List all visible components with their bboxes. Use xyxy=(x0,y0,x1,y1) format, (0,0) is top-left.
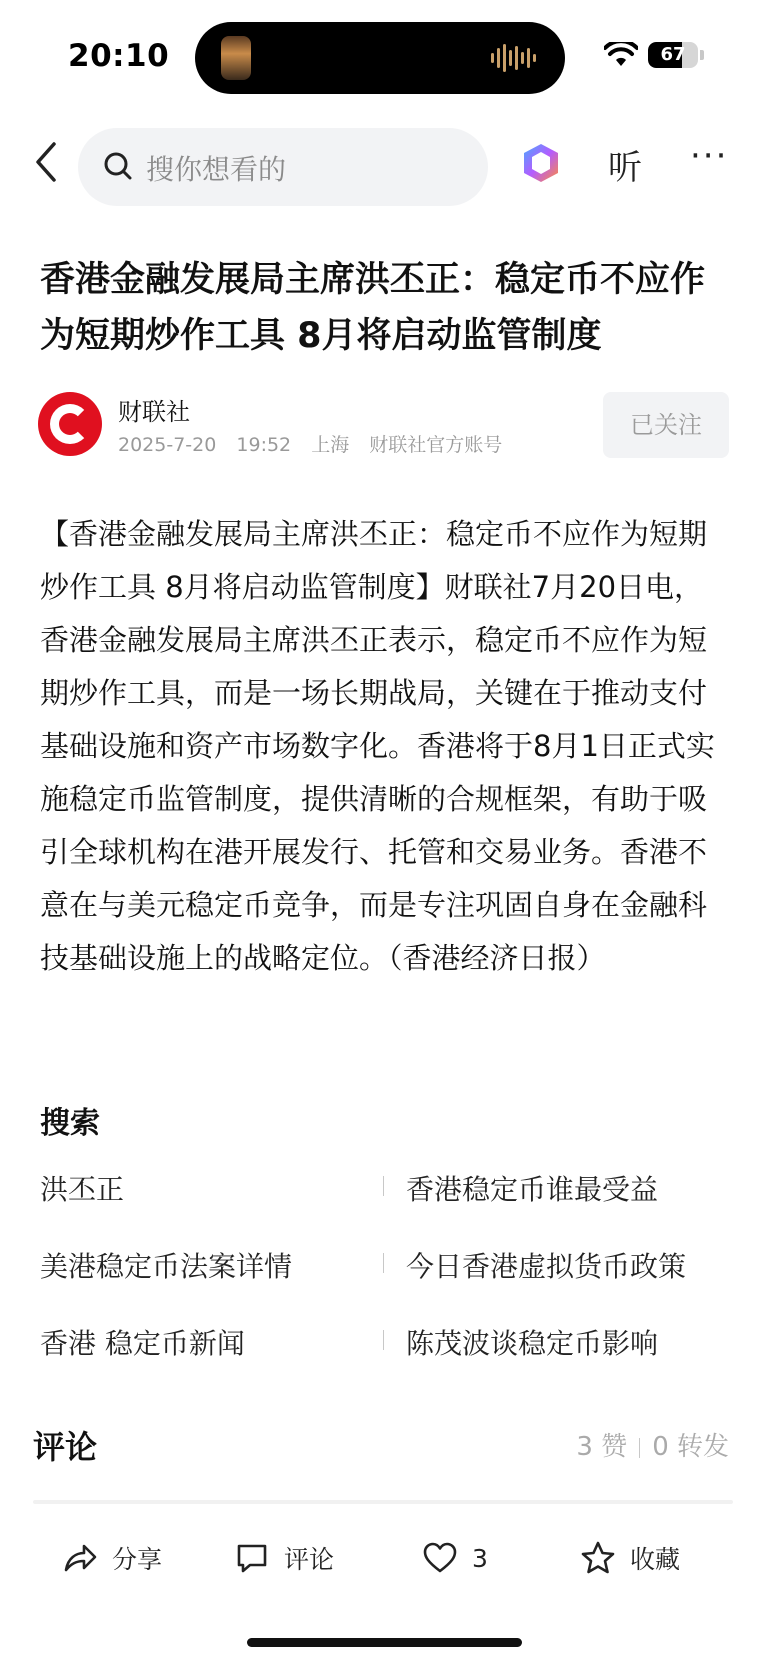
status-bar xyxy=(0,0,769,110)
heart-icon xyxy=(422,1540,458,1576)
ai-assistant-icon[interactable] xyxy=(520,142,562,184)
search-suggestion[interactable]: 今日香港虚拟货币政策 xyxy=(406,1250,687,1283)
dynamic-island[interactable] xyxy=(195,22,565,94)
comment-label: 评论 xyxy=(284,1545,335,1574)
comment-button[interactable] xyxy=(234,1536,334,1580)
author-row xyxy=(38,392,730,462)
star-icon xyxy=(580,1540,616,1576)
likes-count: 3 赞 xyxy=(576,1432,628,1462)
search-row xyxy=(40,1322,732,1399)
home-indicator[interactable] xyxy=(247,1638,522,1647)
search-suggestion[interactable]: 香港 稳定币新闻 xyxy=(40,1327,245,1360)
wifi-icon xyxy=(604,42,638,68)
more-options-button[interactable]: ··· xyxy=(690,136,729,176)
battery-tip xyxy=(700,50,704,60)
comment-icon xyxy=(234,1540,270,1576)
search-icon xyxy=(102,150,134,182)
like-button[interactable] xyxy=(422,1536,488,1580)
comments-stats xyxy=(576,1426,729,1463)
divider xyxy=(383,1253,384,1273)
now-playing-artwork xyxy=(221,36,251,80)
divider xyxy=(639,1438,640,1458)
search-suggestion[interactable]: 美港稳定币法案详情 xyxy=(40,1250,293,1283)
author-name[interactable]: 财联社 xyxy=(118,398,190,426)
favorite-button[interactable] xyxy=(580,1536,680,1580)
audio-waveform-icon xyxy=(491,42,537,74)
comments-divider xyxy=(33,1500,733,1504)
search-input[interactable] xyxy=(78,128,488,206)
status-time: 20:10 xyxy=(68,38,170,74)
author-meta xyxy=(118,430,516,457)
like-count: 3 xyxy=(472,1543,488,1573)
battery-icon xyxy=(648,42,698,68)
search-suggestion[interactable]: 陈茂波谈稳定币影响 xyxy=(406,1327,659,1360)
divider xyxy=(383,1176,384,1196)
author-avatar[interactable] xyxy=(38,392,102,456)
search-suggestions xyxy=(40,1168,732,1399)
publish-time: 19:52 xyxy=(236,434,292,456)
article-body: 【香港金融发展局主席洪丕正：稳定币不应作为短期炒作工具 8月将启动监管制度】财联社7月20日电，香港金融发展局主席洪丕正表示，稳定币不应作为短期炒作工具，而是一场长期战局，关键在于推动支付基础设施和资产市场数字化。香港将于8月1日正式实施稳定币监管制度，提供清晰的合规框架，有助于吸引全球机构在港开展发行、托管和交易业务。香港不意在与美元稳定币竞争，而是专注巩固自身在金融科技基础设施上的战略定位。（香港经济日报） xyxy=(40,517,715,975)
battery-percentage: 67 xyxy=(660,44,686,65)
share-label: 分享 xyxy=(112,1545,163,1574)
search-row xyxy=(40,1245,732,1322)
account-type: 财联社官方账号 xyxy=(369,434,503,456)
share-button[interactable] xyxy=(62,1536,162,1580)
divider xyxy=(383,1330,384,1350)
share-icon xyxy=(62,1540,98,1576)
top-nav xyxy=(0,122,769,204)
bottom-action-bar xyxy=(0,1518,769,1598)
search-section-title: 搜索 xyxy=(40,1106,100,1141)
article-title: 香港金融发展局主席洪丕正：稳定币不应作为短期炒作工具 8月将启动监管制度 xyxy=(40,260,706,356)
favorite-label: 收藏 xyxy=(630,1545,681,1574)
cls-logo-icon xyxy=(50,404,90,444)
search-suggestion[interactable]: 洪丕正 xyxy=(40,1173,125,1206)
back-button[interactable] xyxy=(30,140,64,184)
shares-count: 0 转发 xyxy=(652,1432,729,1462)
search-placeholder: 搜你想看的 xyxy=(146,153,287,186)
listen-button[interactable]: 听 xyxy=(608,148,642,188)
follow-button[interactable]: 已关注 xyxy=(603,392,729,458)
search-suggestion[interactable]: 香港稳定币谁最受益 xyxy=(406,1173,659,1206)
publish-date: 2025-7-20 xyxy=(118,434,217,456)
search-row xyxy=(40,1168,732,1245)
comments-title: 评论 xyxy=(33,1428,98,1466)
publish-location: 上海 xyxy=(311,434,350,456)
